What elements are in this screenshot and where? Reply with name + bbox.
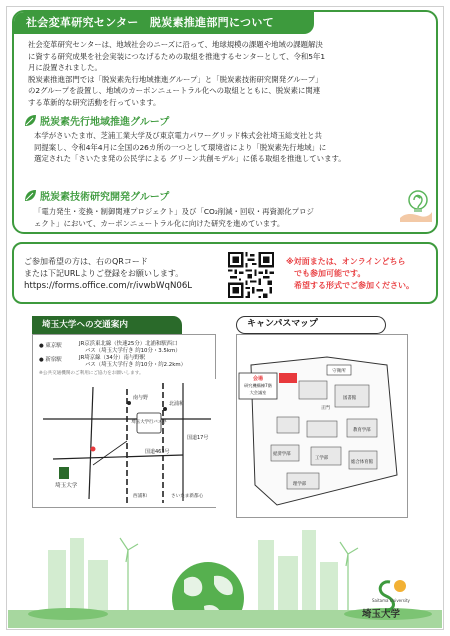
- map-label-road: 国道463号: [145, 449, 170, 455]
- map-label-university: 埼玉大学: [55, 483, 78, 489]
- group1-heading: [24, 113, 169, 128]
- qr-code[interactable]: [228, 252, 274, 298]
- notice-line: でも参加可能です。: [294, 269, 366, 278]
- university-marker: [59, 467, 69, 479]
- intro-line: 脱炭素推進部門では「脱炭素先行地域推進グループ」と「脱炭素技術研究開発グループ」: [28, 74, 323, 84]
- section-title: 社会変革研究センター 脱炭素推進部門について: [14, 12, 314, 34]
- route-station: ● 新宿駅: [39, 357, 62, 363]
- intro-line: する革新的な研究活動を行っています。: [28, 97, 161, 107]
- group2-line: 「電力発生・変換・制御関連プロジェクト」及び「CO₂削減・回収・再資源化プロジ: [34, 207, 314, 216]
- group2-line: ェクト」において、カーボンニュートラル化に向けた研究を進めています。: [34, 218, 285, 228]
- group1-line: 選定された「さいたま発の公民学による グリーン共創モデル」に係る取組を推進しています。: [34, 154, 346, 164]
- registration-url-link[interactable]: https://forms.office.com/r/ivwbWqN06L: [24, 281, 193, 291]
- notice-line: 希望する形式でご参加ください。: [294, 281, 414, 290]
- leaf-icon: [24, 189, 37, 202]
- campus-map: [237, 335, 407, 517]
- intro-section: [12, 10, 438, 234]
- notice-line: ※対面または、オンラインどちら: [286, 257, 406, 266]
- leaf-icon: [24, 114, 37, 127]
- route-step: バス（埼玉大学行き 約10分・約2.2km）: [85, 362, 186, 368]
- map-label-station: 南与野: [133, 395, 149, 401]
- registration-line: または下記URLよりご登録をお願いします。: [24, 269, 184, 278]
- route-note: ※公共交通機関のご利用にご協力をお願いします。: [39, 371, 144, 376]
- route-station: ● 東京駅: [39, 343, 62, 349]
- route2-station: 新宿駅: [45, 357, 62, 363]
- group2-heading: [24, 188, 169, 203]
- intro-line: に資する研究成果を社会実装につなげるための取組を推進するセンターとして、令和5年1: [28, 51, 326, 61]
- route1-station: 東京駅: [45, 343, 62, 349]
- campus-building: [307, 421, 337, 437]
- building-label: 図書館: [343, 396, 357, 401]
- eco-hand-icon: [396, 188, 434, 226]
- building-label: 総合体育館: [351, 460, 373, 465]
- map-label-station: 西浦和: [133, 494, 147, 499]
- building-label: 経済学部: [273, 452, 291, 457]
- registration-text: [24, 256, 192, 292]
- map-label-station: 北浦和: [169, 401, 185, 407]
- intro-line: 月に設置されました。: [28, 63, 102, 73]
- campus-building: [277, 417, 299, 433]
- building-label: 工学部: [315, 456, 329, 461]
- registration-line: ご参加希望の方は、右のQRコード: [24, 257, 148, 266]
- route-step: JR京浜東北線（快速25分）北浦和駅西口: [79, 341, 178, 347]
- building-label: 教育学部: [353, 428, 371, 433]
- access-map: [33, 379, 217, 507]
- map-label-station: さいたま新都心: [171, 494, 204, 499]
- group1-line: 本学がさいたま市、芝浦工業大学及び東京電力パワーグリッド株式会社埼玉総支社と共: [34, 131, 322, 140]
- intro-text: [28, 39, 428, 109]
- intro-line: の2グループを設置し、地域のカーボンニュートラル化への取組とともに、脱炭素に関連: [28, 86, 321, 96]
- gate-label: 守衛所: [332, 369, 346, 374]
- building-label: 理学部: [293, 482, 307, 487]
- university-name-en: Saitama University: [372, 598, 410, 603]
- venue-label: 研究機構棟7階: [244, 383, 272, 388]
- group1-heading-text: 脱炭素先行地域推進グループ: [40, 117, 170, 128]
- participation-notice: [286, 256, 414, 292]
- route-step: JR埼京線（34分）南与野駅: [79, 355, 146, 361]
- venue-label: 会場: [252, 376, 264, 382]
- access-heading: 埼玉大学への交通案内: [32, 316, 182, 334]
- main-gate-label: 正門: [321, 406, 330, 411]
- group2-text: [34, 206, 384, 229]
- group1-text: [34, 130, 424, 165]
- group1-line: 同提案し、令和4年4月に全国の26カ所の一つとして環境省により「脱炭素先行地域」に: [34, 142, 327, 152]
- route-step: バス（埼玉大学行き 約10分・3.5km）: [85, 348, 181, 354]
- university-name: 埼玉大学: [362, 609, 401, 620]
- venue-label: 大会議室: [249, 390, 267, 395]
- campus-map-panel: [236, 334, 408, 518]
- bus-stop-marker: [91, 447, 96, 452]
- map-label-road: 国道17号: [187, 435, 209, 441]
- venue-building: [279, 373, 297, 383]
- campus-building: [299, 381, 327, 399]
- campus-map-heading: キャンパスマップ: [236, 316, 386, 334]
- intro-line: 社会変革研究センターは、地域社会のニーズに沿って、地球規模の課題や地域の課題解決: [28, 40, 323, 49]
- map-label-busstop: 埼玉大学行バス停: [131, 420, 167, 425]
- registration-box: [12, 242, 438, 304]
- access-panel: [32, 334, 216, 508]
- group2-heading-text: 脱炭素技術研究開発グループ: [40, 192, 170, 203]
